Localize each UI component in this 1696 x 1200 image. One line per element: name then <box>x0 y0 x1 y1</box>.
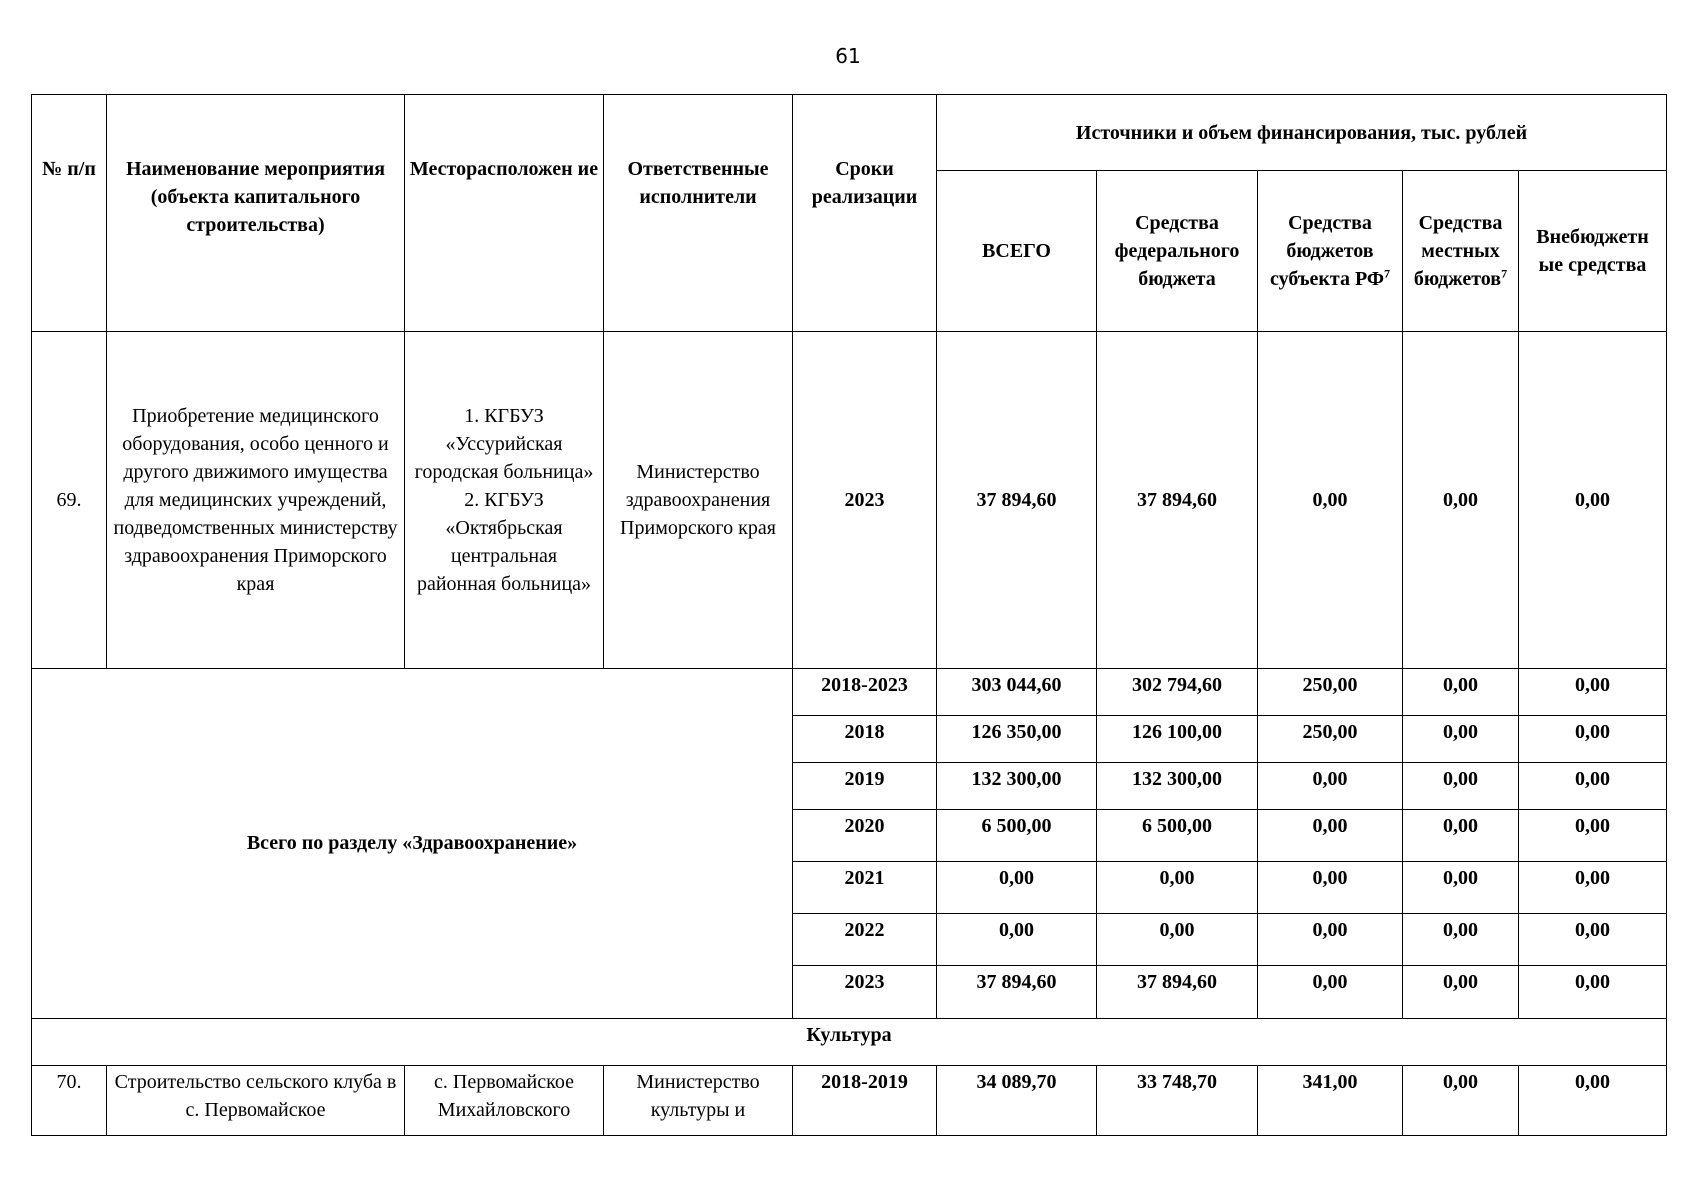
total-local: 0,00 <box>1403 668 1519 715</box>
total-federal: 126 100,00 <box>1097 715 1258 762</box>
total-subject: 250,00 <box>1258 668 1403 715</box>
header-total: ВСЕГО <box>937 171 1097 331</box>
row69-term: 2023 <box>793 331 937 668</box>
total-term: 2018-2023 <box>793 668 937 715</box>
total-term: 2019 <box>793 762 937 809</box>
total-total: 132 300,00 <box>937 762 1097 809</box>
header-name: Наименование мероприятия (объекта капитального строительства) <box>107 95 405 332</box>
total-total: 126 350,00 <box>937 715 1097 762</box>
header-local <box>1403 171 1519 331</box>
total-subject: 0,00 <box>1258 762 1403 809</box>
row69-executor: Министерство здравоохранения Приморского края <box>604 331 793 668</box>
header-funding-group: Источники и объем финансирования, тыс. рублей <box>937 95 1667 171</box>
total-total: 6 500,00 <box>937 810 1097 862</box>
header-local-text: Средства местных бюджетов <box>1413 211 1503 290</box>
header-extra: Внебюджетн ые средства <box>1519 171 1667 331</box>
row69-num: 69. <box>32 331 107 668</box>
row70-local: 0,00 <box>1403 1065 1519 1135</box>
page-number: 61 <box>835 44 861 68</box>
header-subject <box>1258 171 1403 331</box>
total-subject: 0,00 <box>1258 966 1403 1018</box>
total-subject: 0,00 <box>1258 862 1403 914</box>
total-term: 2022 <box>793 914 937 966</box>
row70-subject: 341,00 <box>1258 1065 1403 1135</box>
total-local: 0,00 <box>1403 810 1519 862</box>
row69-subject: 0,00 <box>1258 331 1403 668</box>
total-federal: 302 794,60 <box>1097 668 1258 715</box>
total-federal: 6 500,00 <box>1097 810 1258 862</box>
total-subject: 0,00 <box>1258 810 1403 862</box>
total-extra: 0,00 <box>1519 862 1667 914</box>
total-total: 0,00 <box>937 914 1097 966</box>
row70-total: 34 089,70 <box>937 1065 1097 1135</box>
header-local-footnote: 7 <box>1501 266 1508 281</box>
header-subject-footnote: 7 <box>1384 266 1391 281</box>
total-local: 0,00 <box>1403 914 1519 966</box>
header-executors: Ответственные исполнители <box>604 95 793 332</box>
total-federal: 0,00 <box>1097 862 1258 914</box>
total-total: 0,00 <box>937 862 1097 914</box>
total-federal: 132 300,00 <box>1097 762 1258 809</box>
row70-num: 70. <box>32 1065 107 1135</box>
row69-local: 0,00 <box>1403 331 1519 668</box>
section-total-label: Всего по разделу «Здравоохранение» <box>32 668 793 1018</box>
total-local: 0,00 <box>1403 966 1519 1018</box>
row70-location: с. Первомайское Михайловского <box>405 1065 604 1135</box>
header-subject-text: Средства бюджетов субъекта РФ <box>1269 211 1385 290</box>
header-terms: Сроки реализации <box>793 95 937 332</box>
header-location: Месторасположен ие <box>405 95 604 332</box>
funding-table <box>31 94 1667 1136</box>
header-federal: Средства федерального бюджета <box>1097 171 1258 331</box>
total-total: 37 894,60 <box>937 966 1097 1018</box>
culture-section-title: Культура <box>32 1018 1667 1065</box>
total-subject: 250,00 <box>1258 715 1403 762</box>
row69-location: 1. КГБУЗ «Уссурийская городская больница» 2. КГБУЗ «Октябрьская центральная районная больница» <box>405 331 604 668</box>
total-extra: 0,00 <box>1519 914 1667 966</box>
total-total: 303 044,60 <box>937 668 1097 715</box>
total-extra: 0,00 <box>1519 668 1667 715</box>
row70-federal: 33 748,70 <box>1097 1065 1258 1135</box>
total-local: 0,00 <box>1403 862 1519 914</box>
row70-name: Строительство сельского клуба в с. Первомайское <box>107 1065 405 1135</box>
row69-federal: 37 894,60 <box>1097 331 1258 668</box>
total-term: 2020 <box>793 810 937 862</box>
total-extra: 0,00 <box>1519 715 1667 762</box>
total-federal: 37 894,60 <box>1097 966 1258 1018</box>
header-num: № п/п <box>32 95 107 332</box>
total-term: 2021 <box>793 862 937 914</box>
total-federal: 0,00 <box>1097 914 1258 966</box>
total-extra: 0,00 <box>1519 810 1667 862</box>
row69-name: Приобретение медицинского оборудования, особо ценного и другого движимого имущества для медицинских учреждений, подведомственных министерству здравоохранения Приморского края <box>107 331 405 668</box>
total-extra: 0,00 <box>1519 762 1667 809</box>
row70-extra: 0,00 <box>1519 1065 1667 1135</box>
header-row-1 <box>32 95 1667 171</box>
total-term: 2018 <box>793 715 937 762</box>
total-local: 0,00 <box>1403 715 1519 762</box>
table-row <box>32 1065 1667 1135</box>
total-term: 2023 <box>793 966 937 1018</box>
total-subject: 0,00 <box>1258 914 1403 966</box>
section-heading-row <box>32 1018 1667 1065</box>
row69-total: 37 894,60 <box>937 331 1097 668</box>
total-local: 0,00 <box>1403 762 1519 809</box>
table-row <box>32 331 1667 668</box>
table-row <box>32 668 1667 715</box>
total-extra: 0,00 <box>1519 966 1667 1018</box>
row69-extra: 0,00 <box>1519 331 1667 668</box>
row70-term: 2018-2019 <box>793 1065 937 1135</box>
row70-executor: Министерство культуры и <box>604 1065 793 1135</box>
